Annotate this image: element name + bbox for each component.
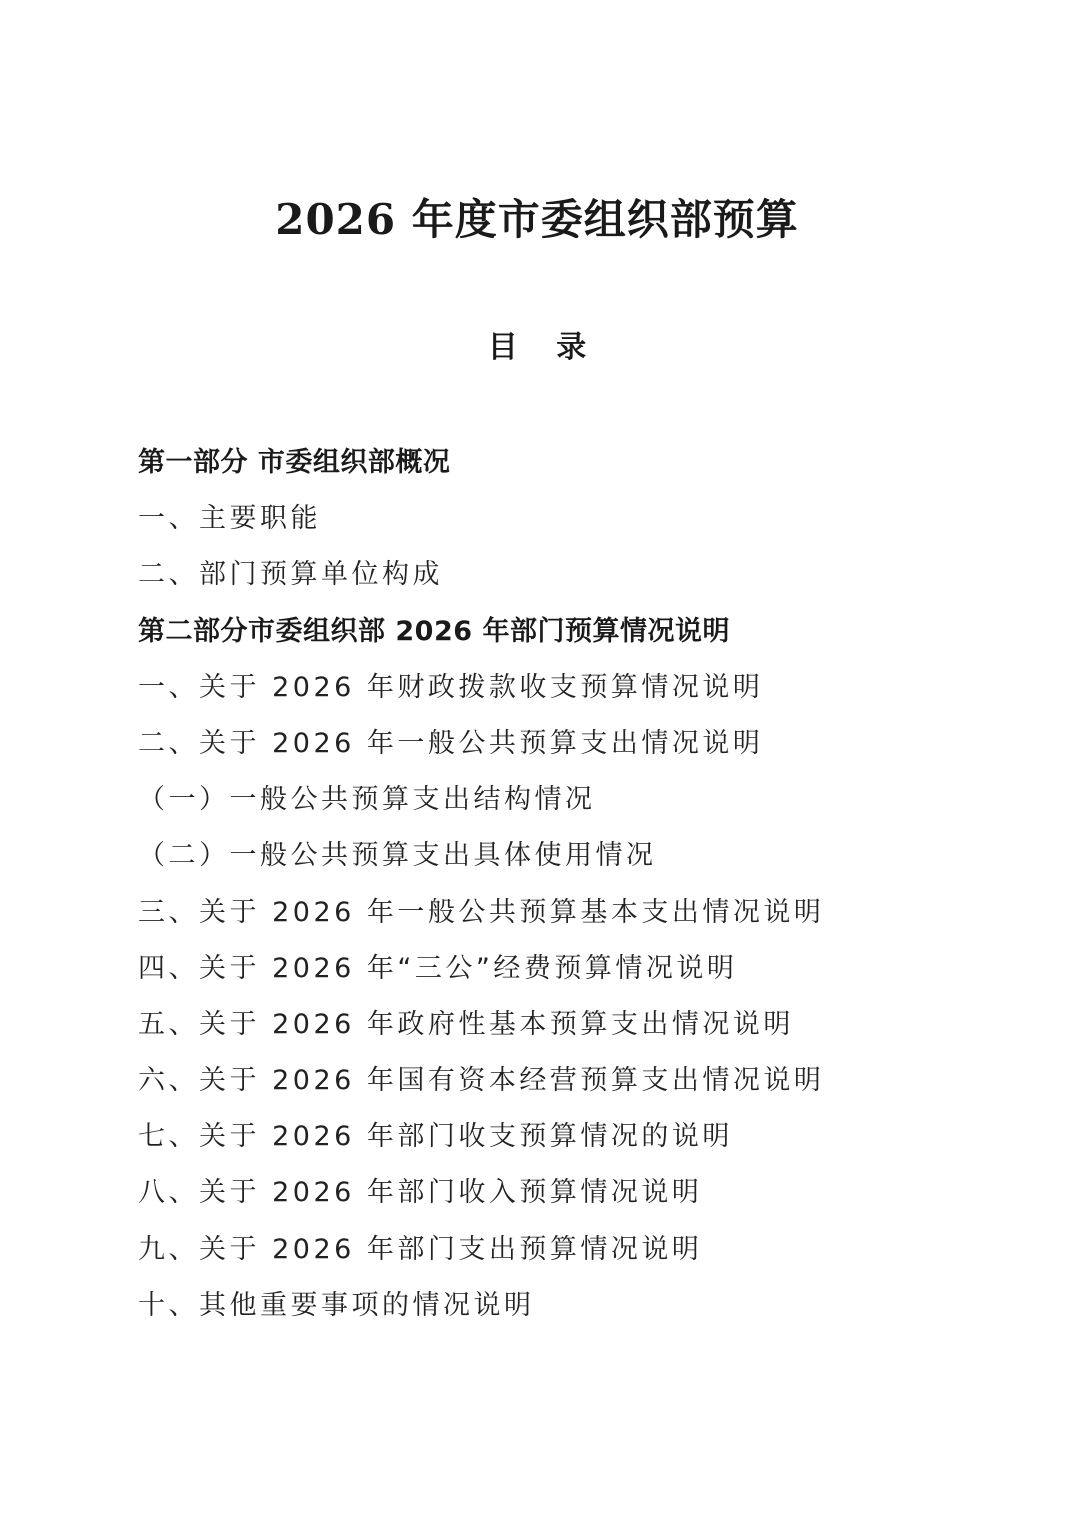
table-of-contents: [138, 435, 938, 1334]
toc-entry[interactable]: 二、部门预算单位构成: [138, 559, 443, 591]
toc-entry[interactable]: 九、关于 2026 年部门支出预算情况说明: [138, 1233, 703, 1265]
toc-entry[interactable]: 三、关于 2026 年一般公共预算基本支出情况说明: [138, 896, 825, 928]
document-title: 2026 年度市委组织部预算: [275, 195, 799, 244]
toc-entry[interactable]: 六、关于 2026 年国有资本经营预算支出情况说明: [138, 1065, 825, 1097]
toc-entry[interactable]: （二）一般公共预算支出具体使用情况: [138, 840, 657, 872]
toc-entry[interactable]: 七、关于 2026 年部门收支预算情况的说明: [138, 1121, 733, 1153]
toc-heading: 目 录: [487, 330, 601, 365]
toc-entry[interactable]: （一）一般公共预算支出结构情况: [138, 784, 596, 816]
toc-entry[interactable]: 五、关于 2026 年政府性基本预算支出情况说明: [138, 1008, 794, 1040]
toc-entry[interactable]: 十、其他重要事项的情况说明: [138, 1289, 535, 1321]
toc-entry[interactable]: 二、关于 2026 年一般公共预算支出情况说明: [138, 727, 764, 759]
toc-part-heading[interactable]: 第一部分 市委组织部概况: [138, 447, 451, 478]
toc-entry[interactable]: 八、关于 2026 年部门收入预算情况说明: [138, 1177, 703, 1209]
toc-entry[interactable]: 一、关于 2026 年财政拨款收支预算情况说明: [138, 671, 764, 703]
toc-entry[interactable]: 四、关于 2026 年“三公”经费预算情况说明: [138, 952, 738, 984]
toc-part-heading[interactable]: 第二部分市委组织部 2026 年部门预算情况说明: [138, 615, 730, 647]
toc-entry[interactable]: 一、主要职能: [138, 503, 321, 535]
